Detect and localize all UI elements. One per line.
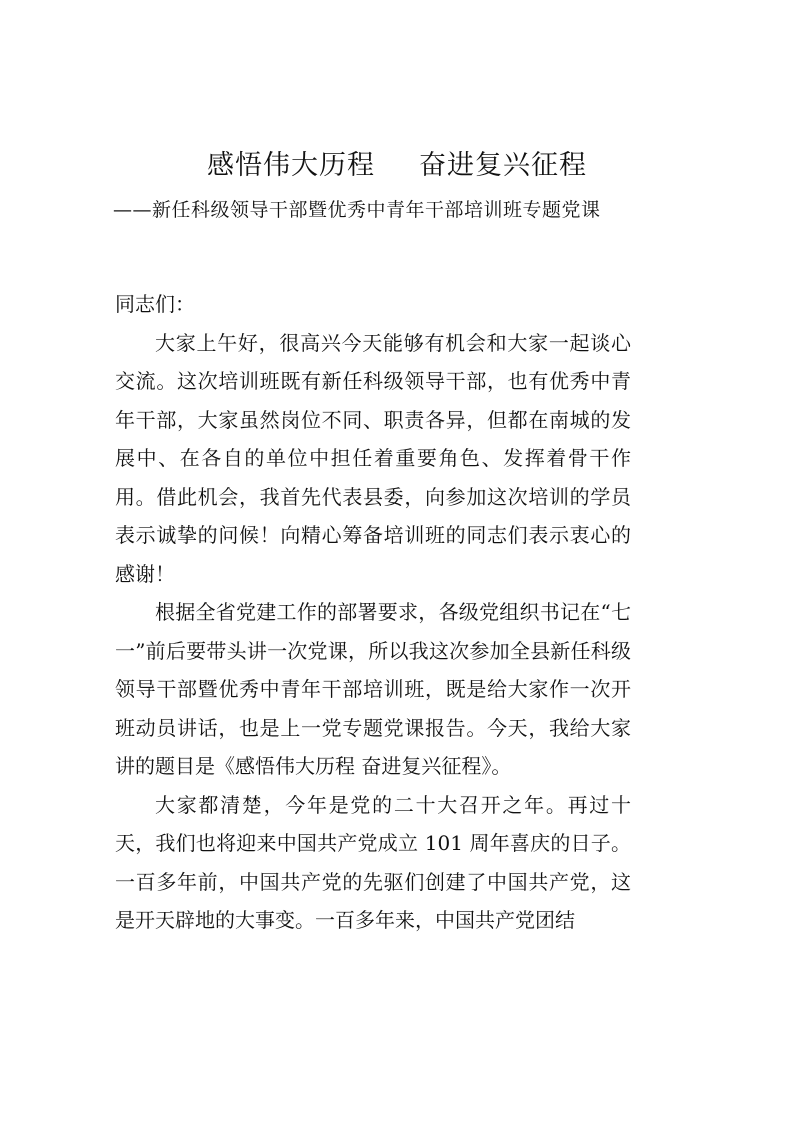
document-subtitle: ——新任科级领导干部暨优秀中青年干部培训班专题党课 [113, 199, 601, 221]
document-title [0, 143, 794, 182]
title-part-2: 奋进复兴征程 [419, 150, 587, 181]
title-part-1: 感悟伟大历程 [207, 150, 375, 181]
salutation: 同志们： [115, 292, 195, 316]
paragraph-3: 大家都清楚，今年是党的二十大召开之年。再过十天，我们也将迎来中国共产党成立 101 周年喜庆的日子。一百多年前，中国共产党的先驱们创建了中国共产党，这是开天辟地的大事变。一百多年来，中国共产党团结 [115, 792, 631, 932]
document-body [115, 285, 631, 940]
paragraph-1: 大家上午好，很高兴今天能够有机会和大家一起谈心交流。这次培训班既有新任科级领导干部，也有优秀中青年干部，大家虽然岗位不同、职责各异，但都在南城的发展中、在各自的单位中担任着重要角色、发挥着骨干作用。借此机会，我首先代表县委，向参加这次培训的学员表示诚挚的问候！向精心筹备培训班的同志们表示衷心的感谢！ [115, 330, 631, 586]
paragraph-2: 根据全省党建工作的部署要求，各级党组织书记在“七一”前后要带头讲一次党课，所以我这次参加全县新任科级领导干部暨优秀中青年干部培训班，既是给大家作一次开班动员讲话，也是上一党专题党课报告。今天，我给大家讲的题目是《感悟伟大历程 奋进复兴征程》。 [115, 600, 631, 778]
